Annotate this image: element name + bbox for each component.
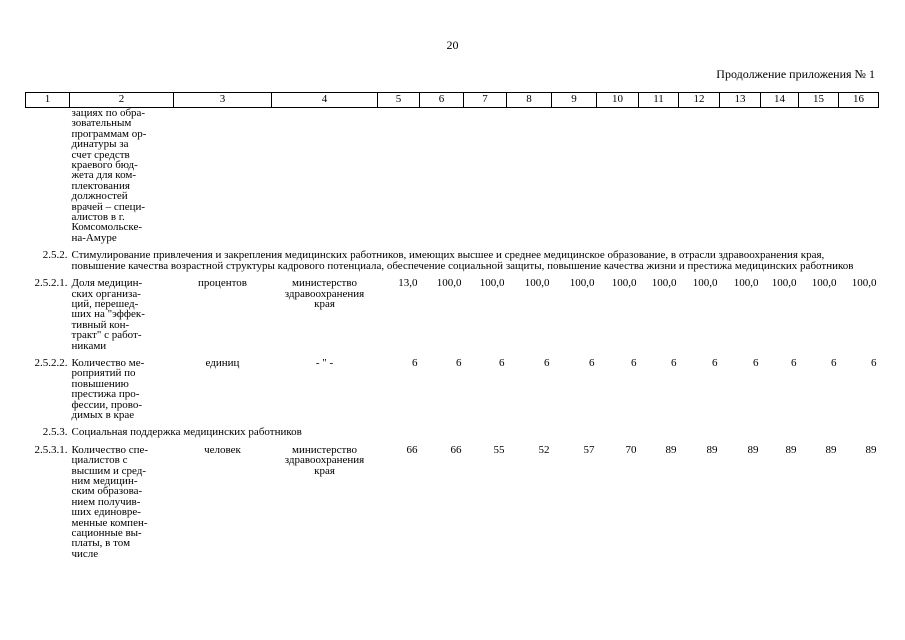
value-cell: 6 bbox=[671, 356, 677, 369]
continuation-label: Продолжение приложения № 1 bbox=[716, 67, 875, 81]
section-row bbox=[26, 427, 879, 437]
indicator-name-line: тивный кон- bbox=[71, 318, 130, 331]
indicator-name-line: жета для ком- bbox=[71, 169, 137, 182]
column-number: 15 bbox=[799, 93, 839, 108]
value-cell: 6 bbox=[831, 356, 837, 369]
column-number: 4 bbox=[272, 93, 378, 108]
indicator-name-line: должностей bbox=[71, 190, 128, 203]
indicator-name-line: сационные вы- bbox=[71, 527, 142, 540]
value-cell: 55 bbox=[493, 443, 505, 456]
column-number: 10 bbox=[597, 93, 639, 108]
indicator-name-line: димых в крае bbox=[71, 408, 135, 421]
unit-cell: процентов bbox=[198, 277, 247, 290]
value-cell: 66 bbox=[406, 443, 418, 456]
indicator-name-line: ских организа- bbox=[71, 287, 141, 300]
indicator-name-line: высшим и сред- bbox=[71, 464, 147, 477]
value-cell: 100,0 bbox=[436, 277, 462, 290]
value-cell: 6 bbox=[412, 356, 418, 369]
indicator-name-line: программам ор- bbox=[71, 127, 147, 140]
value-cell: 100,0 bbox=[771, 277, 797, 290]
table-row bbox=[26, 445, 879, 559]
value-cell: 89 bbox=[665, 443, 677, 456]
indicator-name bbox=[70, 445, 174, 559]
section-row bbox=[26, 250, 879, 271]
column-number-row bbox=[26, 93, 879, 108]
indicator-name-line: престижа про- bbox=[71, 388, 140, 401]
indicator-name-line: ших на "эффек- bbox=[71, 308, 145, 321]
table-row bbox=[26, 278, 879, 351]
table-row bbox=[26, 108, 879, 244]
column-number: 14 bbox=[761, 93, 799, 108]
unit-cell: человек bbox=[204, 443, 241, 456]
indicator-name-line: ским образова- bbox=[71, 485, 143, 498]
indicator-name-line: счет средств bbox=[71, 148, 130, 161]
indicator-name-line: нием получив- bbox=[71, 495, 141, 508]
value-cell: 100,0 bbox=[524, 277, 550, 290]
value-cell: 89 bbox=[785, 443, 797, 456]
value-cell: 89 bbox=[706, 443, 718, 456]
section-code: 2.5.3. bbox=[42, 426, 68, 439]
indicator-name-line: платы, в том bbox=[71, 537, 131, 550]
executor-cell-line: края bbox=[314, 464, 335, 477]
executor-cell-line: здравоохранения bbox=[284, 454, 365, 467]
value-cell: 6 bbox=[712, 356, 718, 369]
executor-cell-line: министерство bbox=[291, 443, 357, 456]
indicator-name bbox=[70, 358, 174, 420]
indicator-name-line: ним медицин- bbox=[71, 475, 138, 487]
column-number: 13 bbox=[720, 93, 761, 108]
indicator-name-line: Количество спе- bbox=[71, 443, 149, 456]
value-cell: 6 bbox=[631, 356, 637, 369]
value-cell: 100,0 bbox=[692, 277, 718, 290]
value-cell: 89 bbox=[747, 443, 759, 456]
indicator-name-line: повышению bbox=[71, 377, 129, 390]
value-cell: 100,0 bbox=[811, 277, 837, 290]
indicator-name bbox=[70, 278, 174, 351]
indicator-name-line: числе bbox=[71, 547, 99, 560]
value-cell: 89 bbox=[825, 443, 837, 456]
indicator-name-line: Доля медицин- bbox=[71, 277, 143, 290]
value-cell: 70 bbox=[625, 443, 637, 456]
indicator-name-line: ших единовре- bbox=[71, 506, 141, 519]
value-cell: 89 bbox=[865, 443, 877, 456]
section-title: Стимулирование привлечения и закрепления медицинских работников, имеющих высшее и среднее медицинское образование, в отрасли здравоохранения края, повышение качества возрастной структуры кадрового потенциала, обеспечение социальной защиты, повышение качества жизни и престижа медицинских работников bbox=[71, 249, 854, 272]
indicator-name-line: динатуры за bbox=[71, 138, 129, 151]
column-number: 9 bbox=[552, 93, 597, 108]
column-number: 11 bbox=[639, 93, 679, 108]
value-cell: 100,0 bbox=[611, 277, 637, 290]
indicator-name-line: зовательным bbox=[71, 117, 132, 130]
value-cell: 57 bbox=[583, 443, 595, 456]
indicator-name-line: фессии, прово- bbox=[71, 398, 142, 411]
value-cell: 6 bbox=[753, 356, 759, 369]
spacer-cell bbox=[26, 351, 879, 358]
value-cell: 6 bbox=[499, 356, 505, 369]
row-code: 2.5.2.1. bbox=[34, 277, 68, 290]
indicator-name-line: алистов в г. bbox=[71, 211, 125, 224]
indicator-name-line: Количество ме- bbox=[71, 356, 145, 369]
executor-cell bbox=[272, 358, 378, 420]
indicator-name-line: зациях по обра- bbox=[71, 107, 146, 119]
column-number: 12 bbox=[679, 93, 720, 108]
empty-cell bbox=[174, 108, 879, 244]
value-cell: 6 bbox=[544, 356, 550, 369]
value-cell: 6 bbox=[589, 356, 595, 369]
executor-cell-line: края bbox=[314, 297, 335, 310]
page-number: 20 bbox=[446, 38, 459, 52]
indicator-name-line: краевого бюд- bbox=[71, 159, 138, 172]
value-cell: 100,0 bbox=[569, 277, 595, 290]
value-cell: 6 bbox=[791, 356, 797, 369]
column-number: 7 bbox=[464, 93, 507, 108]
column-number: 5 bbox=[378, 93, 420, 108]
value-cell: 66 bbox=[450, 443, 462, 456]
column-number: 6 bbox=[420, 93, 464, 108]
executor-cell bbox=[272, 278, 378, 351]
value-cell: 6 bbox=[456, 356, 462, 369]
row-code bbox=[26, 108, 70, 244]
column-number: 1 bbox=[26, 93, 70, 108]
column-number: 16 bbox=[839, 93, 879, 108]
indicator-name-line: тракт" с работ- bbox=[71, 329, 142, 342]
indicator-name-line: никами bbox=[71, 339, 107, 352]
indicator-name bbox=[70, 108, 174, 244]
indicator-name-line: менные компен- bbox=[71, 516, 148, 529]
row-spacer bbox=[26, 351, 879, 358]
indicator-name-line: Комсомольске- bbox=[71, 221, 143, 234]
column-number: 2 bbox=[70, 93, 174, 108]
table-row bbox=[26, 358, 879, 420]
executor-cell bbox=[272, 445, 378, 559]
value-cell: 6 bbox=[871, 356, 877, 369]
unit-cell: единиц bbox=[205, 356, 240, 369]
indicator-name-line: врачей – специ- bbox=[71, 200, 146, 213]
column-number: 8 bbox=[507, 93, 552, 108]
value-cell: 100,0 bbox=[733, 277, 759, 290]
executor-cell-line: - " - bbox=[315, 356, 334, 369]
indicator-name-line: циалистов с bbox=[71, 454, 128, 467]
executor-cell-line: министерство bbox=[291, 277, 357, 290]
indicator-name-line: роприятий по bbox=[71, 367, 136, 380]
value-cell: 52 bbox=[538, 443, 550, 456]
indicators-table bbox=[25, 92, 879, 559]
executor-cell-line: здравоохранения bbox=[284, 287, 365, 300]
row-code: 2.5.2.2. bbox=[34, 356, 68, 369]
row-code: 2.5.3.1. bbox=[34, 443, 68, 456]
column-number: 3 bbox=[174, 93, 272, 108]
value-cell: 100,0 bbox=[851, 277, 877, 290]
indicator-name-line: плектования bbox=[71, 179, 130, 192]
section-title: Социальная поддержка медицинских работников bbox=[71, 426, 302, 439]
indicator-name-line: ций, перешед- bbox=[71, 297, 139, 310]
section-code: 2.5.2. bbox=[42, 249, 68, 262]
value-cell: 13,0 bbox=[398, 277, 418, 290]
indicator-name-line: на-Амуре bbox=[71, 231, 117, 244]
value-cell: 100,0 bbox=[651, 277, 677, 290]
value-cell: 100,0 bbox=[479, 277, 505, 290]
